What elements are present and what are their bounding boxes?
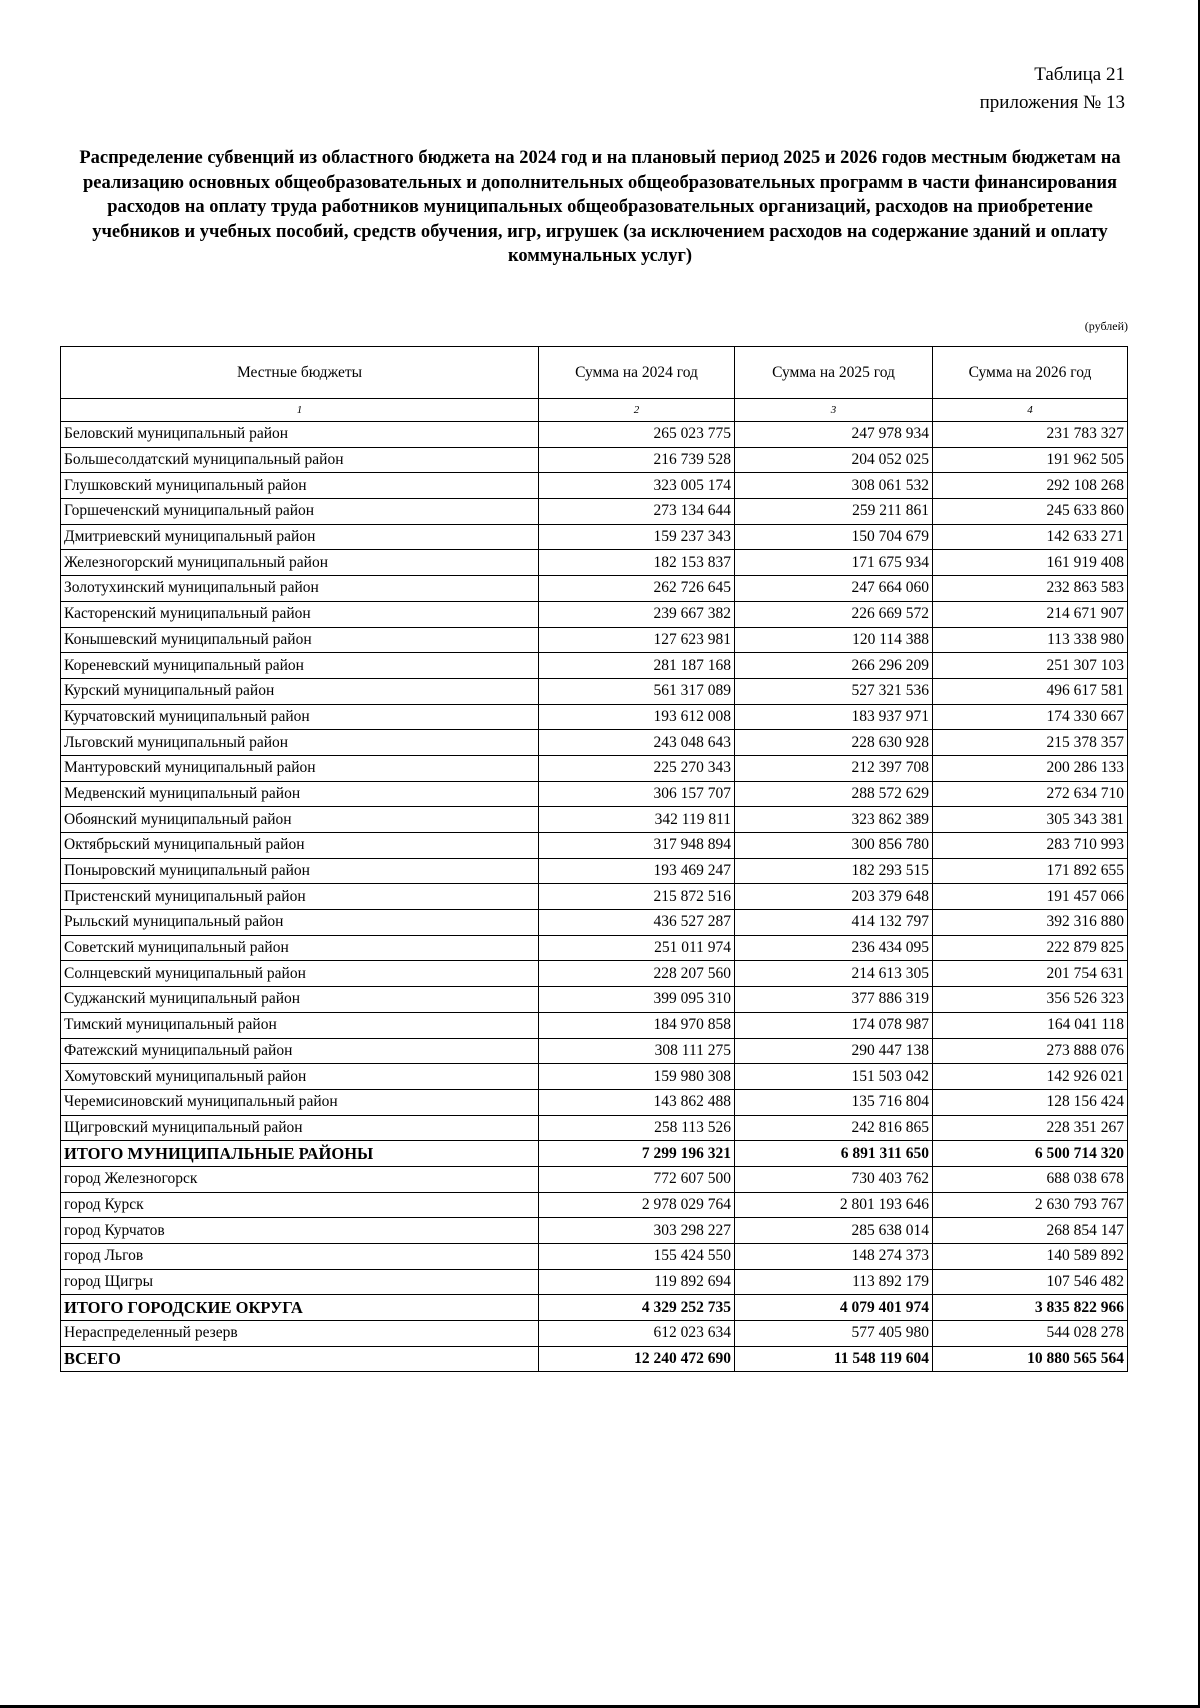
budget-name: Горшеченский муниципальный район: [61, 499, 539, 525]
amount-2024: 323 005 174: [539, 473, 735, 499]
amount-2024: 273 134 644: [539, 499, 735, 525]
amount-2025: 135 716 804: [735, 1089, 933, 1115]
amount-2026: 228 351 267: [933, 1115, 1128, 1141]
budget-name: Суджанский муниципальный район: [61, 987, 539, 1013]
table-row: [61, 1166, 1128, 1192]
table-row: [61, 1064, 1128, 1090]
table-row: [61, 576, 1128, 602]
amount-2025: 11 548 119 604: [735, 1346, 933, 1372]
budget-name: Нераспределенный резерв: [61, 1321, 539, 1347]
table-row: [61, 1269, 1128, 1295]
amount-2024: 281 187 168: [539, 653, 735, 679]
unit-label: (рублей): [1084, 319, 1128, 333]
amount-2026: 392 316 880: [933, 910, 1128, 936]
amount-2025: 148 274 373: [735, 1244, 933, 1270]
budget-name: Черемисиновский муниципальный район: [61, 1089, 539, 1115]
table-row: [61, 704, 1128, 730]
table-row: [61, 422, 1128, 448]
amount-2025: 113 892 179: [735, 1269, 933, 1295]
budget-name: Кореневский муниципальный район: [61, 653, 539, 679]
amount-2024: 303 298 227: [539, 1218, 735, 1244]
amount-2026: 273 888 076: [933, 1038, 1128, 1064]
amount-2024: 2 978 029 764: [539, 1192, 735, 1218]
table-total-row: [61, 1346, 1128, 1372]
budget-name: Курчатовский муниципальный район: [61, 704, 539, 730]
budget-name: Обоянский муниципальный район: [61, 807, 539, 833]
amount-2026: 107 546 482: [933, 1269, 1128, 1295]
table-total-row: [61, 1295, 1128, 1321]
budget-name: ИТОГО ГОРОДСКИЕ ОКРУГА: [61, 1295, 539, 1321]
amount-2024: 612 023 634: [539, 1321, 735, 1347]
amount-2025: 226 669 572: [735, 601, 933, 627]
amount-2026: 201 754 631: [933, 961, 1128, 987]
budget-name: город Курчатов: [61, 1218, 539, 1244]
amount-2025: 414 132 797: [735, 910, 933, 936]
budget-name: ВСЕГО: [61, 1346, 539, 1372]
amount-2026: 268 854 147: [933, 1218, 1128, 1244]
amount-2026: 174 330 667: [933, 704, 1128, 730]
table-row: [61, 961, 1128, 987]
budget-name: Советский муниципальный район: [61, 935, 539, 961]
amount-2025: 203 379 648: [735, 884, 933, 910]
table-row: [61, 1012, 1128, 1038]
budget-name: город Железногорск: [61, 1166, 539, 1192]
table-row: [61, 1321, 1128, 1347]
amount-2026: 2 630 793 767: [933, 1192, 1128, 1218]
amount-2026: 305 343 381: [933, 807, 1128, 833]
amount-2025: 174 078 987: [735, 1012, 933, 1038]
budget-name: город Курск: [61, 1192, 539, 1218]
table-row: [61, 499, 1128, 525]
table-total-row: [61, 1141, 1128, 1167]
budget-name: Глушковский муниципальный район: [61, 473, 539, 499]
amount-2025: 308 061 532: [735, 473, 933, 499]
amount-2026: 245 633 860: [933, 499, 1128, 525]
amount-2026: 191 962 505: [933, 447, 1128, 473]
amount-2025: 247 978 934: [735, 422, 933, 448]
amount-2026: 215 378 357: [933, 730, 1128, 756]
budget-name: Хомутовский муниципальный район: [61, 1064, 539, 1090]
amount-2025: 527 321 536: [735, 678, 933, 704]
amount-2025: 120 114 388: [735, 627, 933, 653]
column-number: 4: [933, 399, 1128, 422]
amount-2025: 290 447 138: [735, 1038, 933, 1064]
amount-2026: 128 156 424: [933, 1089, 1128, 1115]
amount-2025: 377 886 319: [735, 987, 933, 1013]
table-row: [61, 678, 1128, 704]
amount-2024: 308 111 275: [539, 1038, 735, 1064]
amount-2024: 265 023 775: [539, 422, 735, 448]
column-number-row: [61, 399, 1128, 422]
amount-2025: 150 704 679: [735, 524, 933, 550]
amount-2024: 436 527 287: [539, 910, 735, 936]
table-row: [61, 781, 1128, 807]
amount-2026: 688 038 678: [933, 1166, 1128, 1192]
column-number: 1: [61, 399, 539, 422]
amount-2025: 242 816 865: [735, 1115, 933, 1141]
amount-2025: 214 613 305: [735, 961, 933, 987]
amount-2024: 772 607 500: [539, 1166, 735, 1192]
table-row: [61, 755, 1128, 781]
amount-2024: 239 667 382: [539, 601, 735, 627]
amount-2024: 243 048 643: [539, 730, 735, 756]
budget-name: Рыльский муниципальный район: [61, 910, 539, 936]
amount-2024: 251 011 974: [539, 935, 735, 961]
amount-2026: 140 589 892: [933, 1244, 1128, 1270]
table-row: [61, 935, 1128, 961]
amount-2024: 182 153 837: [539, 550, 735, 576]
table-row: [61, 1038, 1128, 1064]
table-row: [61, 1089, 1128, 1115]
amount-2025: 247 664 060: [735, 576, 933, 602]
amount-2025: 2 801 193 646: [735, 1192, 933, 1218]
table-row: [61, 550, 1128, 576]
amount-2025: 182 293 515: [735, 858, 933, 884]
table-row: [61, 1244, 1128, 1270]
budget-name: Щигровский муниципальный район: [61, 1115, 539, 1141]
amount-2024: 119 892 694: [539, 1269, 735, 1295]
amount-2025: 236 434 095: [735, 935, 933, 961]
amount-2025: 228 630 928: [735, 730, 933, 756]
amount-2024: 159 237 343: [539, 524, 735, 550]
amount-2024: 317 948 894: [539, 833, 735, 859]
amount-2024: 184 970 858: [539, 1012, 735, 1038]
amount-2026: 232 863 583: [933, 576, 1128, 602]
budget-name: Касторенский муниципальный район: [61, 601, 539, 627]
table-row: [61, 1218, 1128, 1244]
amount-2024: 225 270 343: [539, 755, 735, 781]
amount-2026: 6 500 714 320: [933, 1141, 1128, 1167]
table-row: [61, 653, 1128, 679]
amount-2025: 323 862 389: [735, 807, 933, 833]
amount-2026: 222 879 825: [933, 935, 1128, 961]
budget-name: Пристенский муниципальный район: [61, 884, 539, 910]
budget-name: Фатежский муниципальный район: [61, 1038, 539, 1064]
table-row: [61, 447, 1128, 473]
table-row: [61, 833, 1128, 859]
budget-name: Медвенский муниципальный район: [61, 781, 539, 807]
table-row: [61, 730, 1128, 756]
amount-2024: 7 299 196 321: [539, 1141, 735, 1167]
table-reference: Таблица 21: [1034, 64, 1125, 85]
table-row: [61, 987, 1128, 1013]
amount-2025: 288 572 629: [735, 781, 933, 807]
amount-2024: 155 424 550: [539, 1244, 735, 1270]
amount-2025: 183 937 971: [735, 704, 933, 730]
table-row: [61, 1115, 1128, 1141]
amount-2025: 285 638 014: [735, 1218, 933, 1244]
amount-2026: 283 710 993: [933, 833, 1128, 859]
amount-2026: 496 617 581: [933, 678, 1128, 704]
table-row: [61, 627, 1128, 653]
amount-2025: 577 405 980: [735, 1321, 933, 1347]
amount-2025: 212 397 708: [735, 755, 933, 781]
amount-2026: 292 108 268: [933, 473, 1128, 499]
amount-2024: 127 623 981: [539, 627, 735, 653]
column-header: Местные бюджеты: [61, 347, 539, 399]
table-row: [61, 910, 1128, 936]
budget-name: город Льгов: [61, 1244, 539, 1270]
amount-2026: 214 671 907: [933, 601, 1128, 627]
amount-2026: 231 783 327: [933, 422, 1128, 448]
column-number: 3: [735, 399, 933, 422]
table-header-row: [61, 347, 1128, 399]
amount-2024: 193 612 008: [539, 704, 735, 730]
amount-2026: 171 892 655: [933, 858, 1128, 884]
amount-2026: 272 634 710: [933, 781, 1128, 807]
amount-2024: 306 157 707: [539, 781, 735, 807]
amount-2025: 259 211 861: [735, 499, 933, 525]
budget-name: Солнцевский муниципальный район: [61, 961, 539, 987]
amount-2026: 142 926 021: [933, 1064, 1128, 1090]
budget-name: ИТОГО МУНИЦИПАЛЬНЫЕ РАЙОНЫ: [61, 1141, 539, 1167]
amount-2025: 6 891 311 650: [735, 1141, 933, 1167]
table-row: [61, 524, 1128, 550]
budget-name: Октябрьский муниципальный район: [61, 833, 539, 859]
amount-2024: 193 469 247: [539, 858, 735, 884]
budget-name: Беловский муниципальный район: [61, 422, 539, 448]
amount-2026: 142 633 271: [933, 524, 1128, 550]
amount-2024: 228 207 560: [539, 961, 735, 987]
amount-2026: 191 457 066: [933, 884, 1128, 910]
amount-2026: 113 338 980: [933, 627, 1128, 653]
document-title: Распределение субвенций из областного бюджета на 2024 год и на плановый период 2025 и 2026 годов местным бюджетам на реализацию основных общеобразовательных и дополнительных общеобразовательных программ в части финансирования расходов на оплату труда работников муниципальных общеобразовательных организаций, расходов на приобретение учебников и учебных пособий, средств обучения, игр, игрушек (за исключением расходов на содержание зданий и оплату коммунальных услуг): [79, 148, 1121, 266]
amount-2026: 251 307 103: [933, 653, 1128, 679]
amount-2025: 266 296 209: [735, 653, 933, 679]
budget-name: Золотухинский муниципальный район: [61, 576, 539, 602]
column-header: Сумма на 2024 год: [539, 347, 735, 399]
table-row: [61, 807, 1128, 833]
budget-name: Большесолдатский муниципальный район: [61, 447, 539, 473]
amount-2026: 544 028 278: [933, 1321, 1128, 1347]
budget-name: Курский муниципальный район: [61, 678, 539, 704]
amount-2026: 164 041 118: [933, 1012, 1128, 1038]
budget-name: город Щигры: [61, 1269, 539, 1295]
amount-2024: 4 329 252 735: [539, 1295, 735, 1321]
amount-2026: 161 919 408: [933, 550, 1128, 576]
amount-2024: 159 980 308: [539, 1064, 735, 1090]
budget-name: Поныровский муниципальный район: [61, 858, 539, 884]
amount-2024: 399 095 310: [539, 987, 735, 1013]
subventions-table: [60, 346, 1128, 1372]
budget-name: Льговский муниципальный район: [61, 730, 539, 756]
budget-name: Конышевский муниципальный район: [61, 627, 539, 653]
amount-2024: 215 872 516: [539, 884, 735, 910]
amount-2026: 356 526 323: [933, 987, 1128, 1013]
amount-2026: 3 835 822 966: [933, 1295, 1128, 1321]
amount-2026: 10 880 565 564: [933, 1346, 1128, 1372]
column-header: Сумма на 2025 год: [735, 347, 933, 399]
amount-2025: 171 675 934: [735, 550, 933, 576]
amount-2024: 258 113 526: [539, 1115, 735, 1141]
table-row: [61, 1192, 1128, 1218]
budget-name: Железногорский муниципальный район: [61, 550, 539, 576]
amount-2025: 4 079 401 974: [735, 1295, 933, 1321]
amount-2024: 216 739 528: [539, 447, 735, 473]
amount-2024: 143 862 488: [539, 1089, 735, 1115]
amount-2025: 151 503 042: [735, 1064, 933, 1090]
amount-2025: 730 403 762: [735, 1166, 933, 1192]
amount-2024: 262 726 645: [539, 576, 735, 602]
column-number: 2: [539, 399, 735, 422]
table-row: [61, 858, 1128, 884]
table-row: [61, 884, 1128, 910]
amount-2025: 300 856 780: [735, 833, 933, 859]
amount-2025: 204 052 025: [735, 447, 933, 473]
amount-2026: 200 286 133: [933, 755, 1128, 781]
table-row: [61, 601, 1128, 627]
budget-name: Тимский муниципальный район: [61, 1012, 539, 1038]
appendix-reference: приложения № 13: [979, 92, 1125, 113]
amount-2024: 12 240 472 690: [539, 1346, 735, 1372]
budget-name: Мантуровский муниципальный район: [61, 755, 539, 781]
budget-name: Дмитриевский муниципальный район: [61, 524, 539, 550]
amount-2024: 342 119 811: [539, 807, 735, 833]
table-row: [61, 473, 1128, 499]
amount-2024: 561 317 089: [539, 678, 735, 704]
column-header: Сумма на 2026 год: [933, 347, 1128, 399]
